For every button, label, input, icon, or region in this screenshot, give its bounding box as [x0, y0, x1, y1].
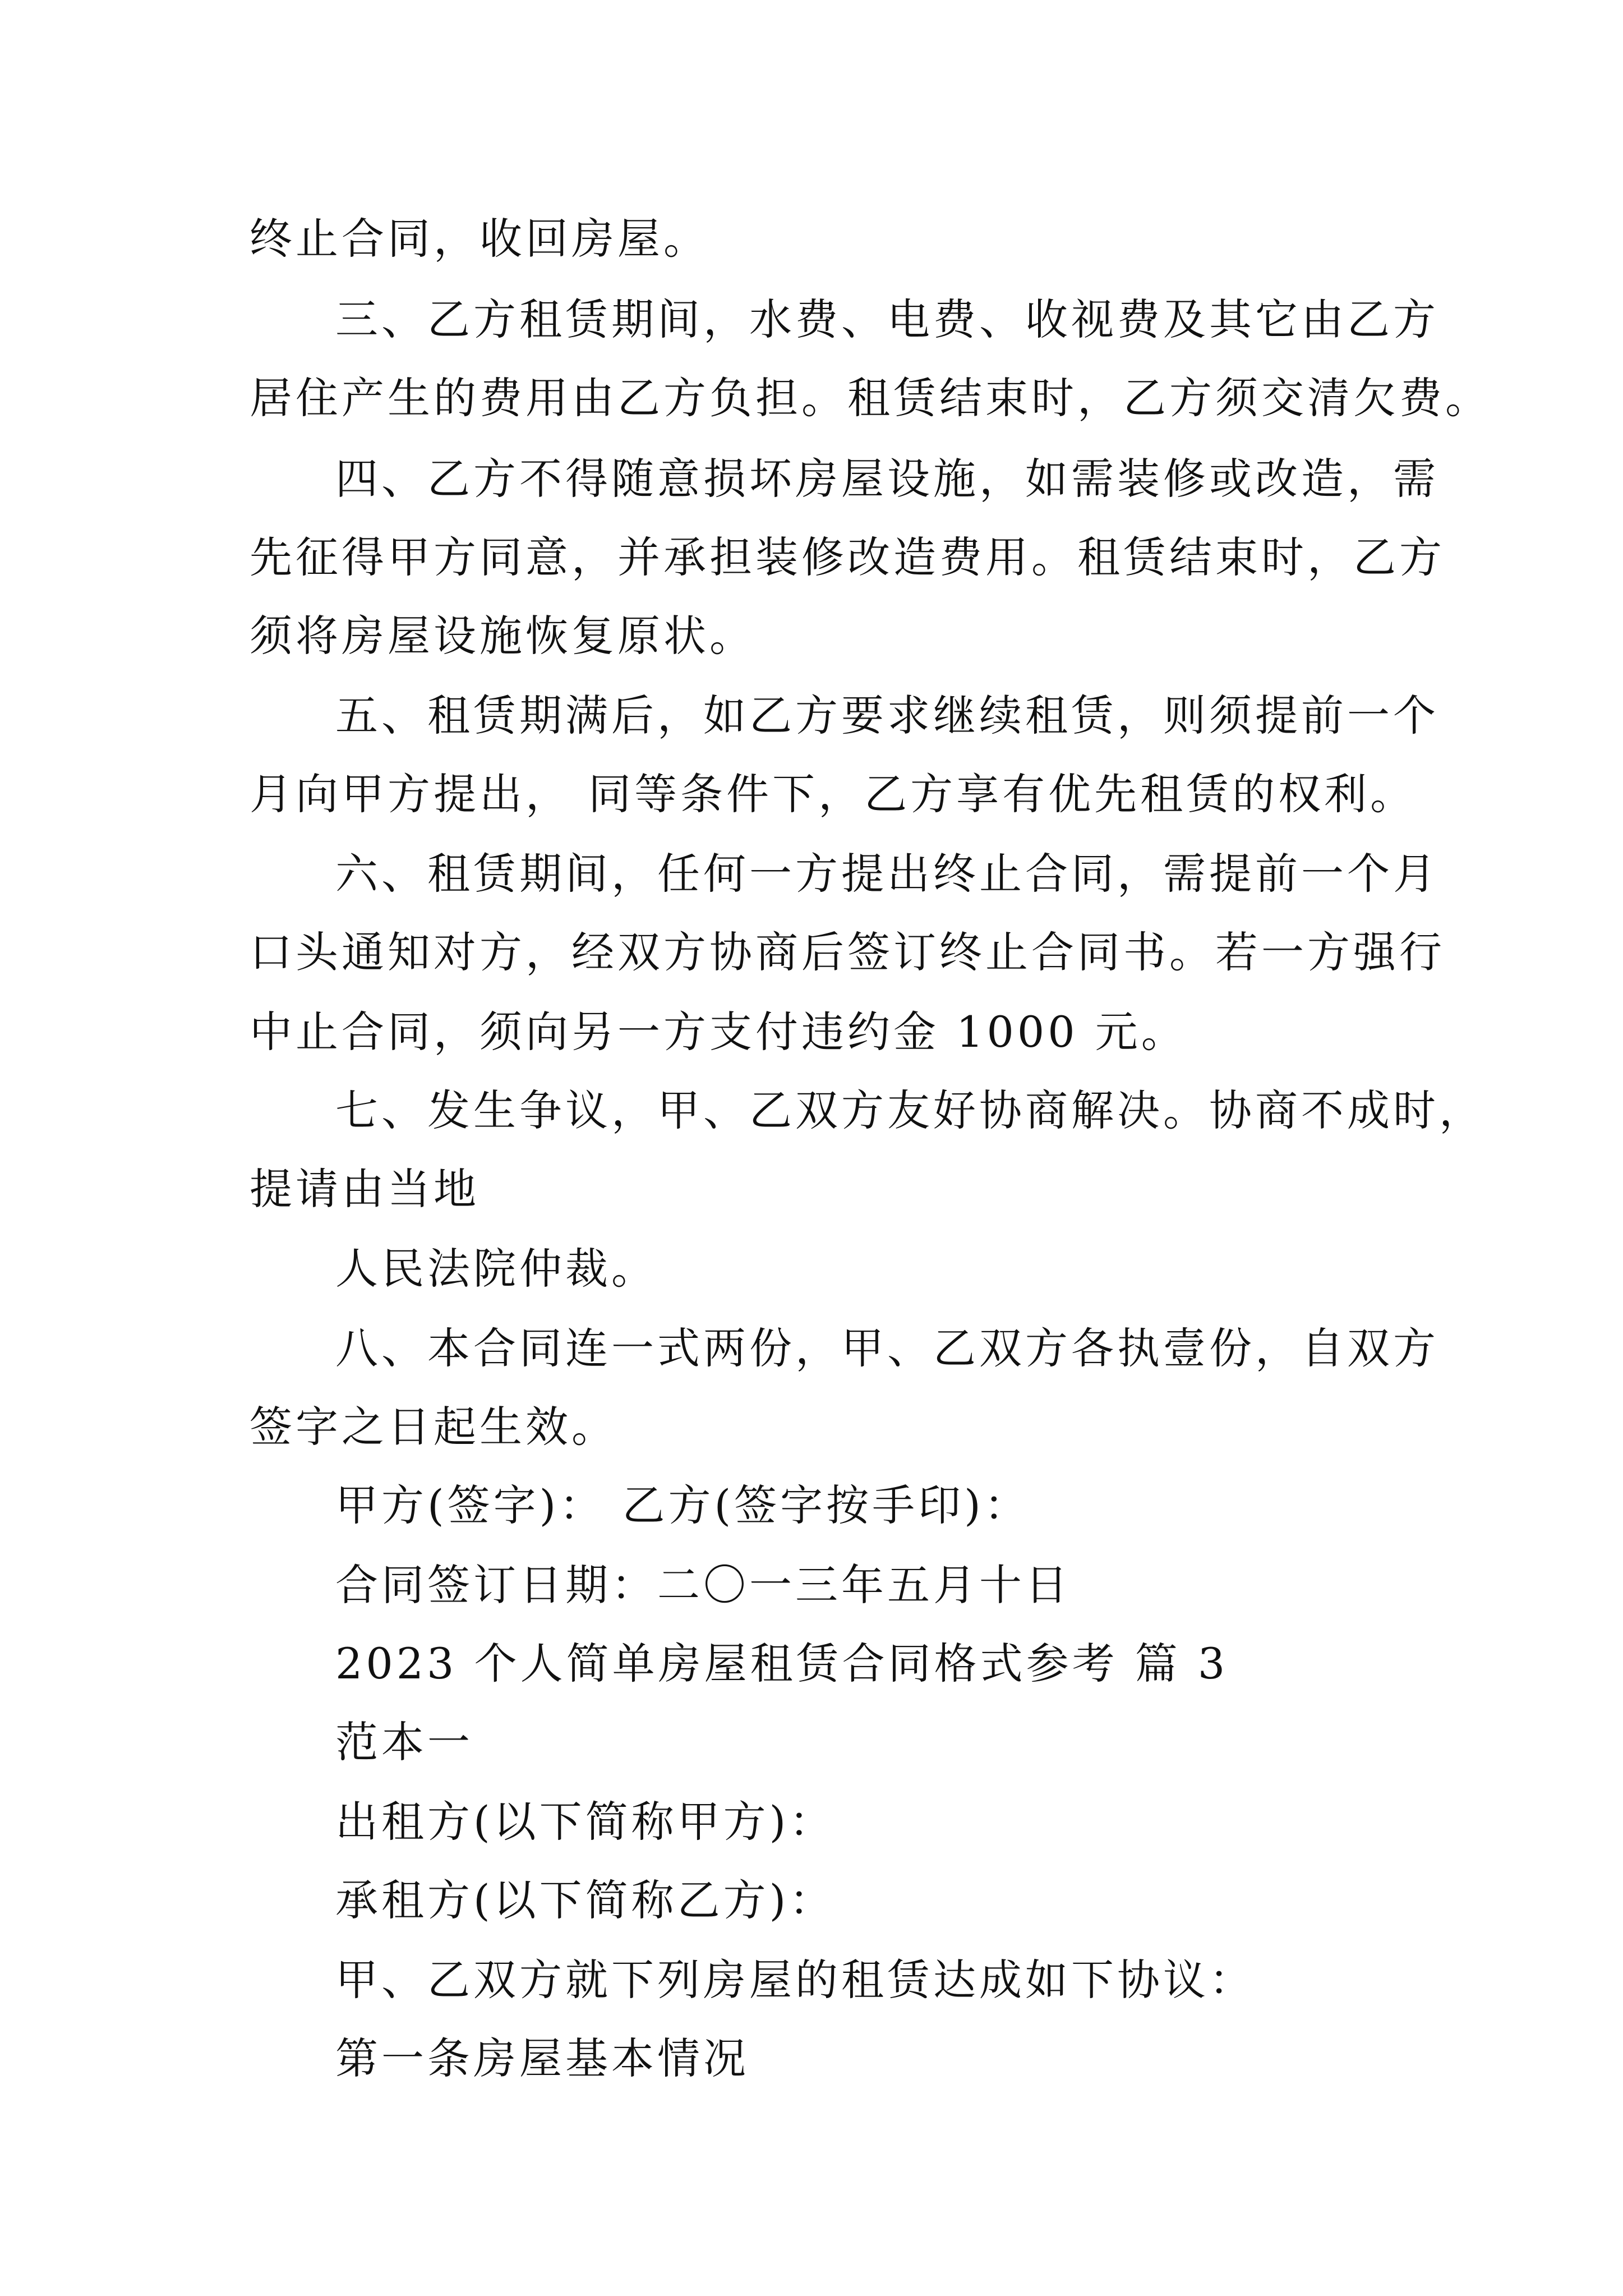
text-line: 人民法院仲裁。 — [335, 1244, 657, 1294]
text-line: 第一条房屋基本情况 — [335, 2033, 749, 2083]
text-line: 提请由当地 — [250, 1164, 479, 1214]
text-line: 承租方(以下简称乙方)： — [335, 1875, 836, 1925]
text-line: 先征得甲方同意，并承担装修改造费用。租赁结束时，乙方 — [250, 532, 1445, 582]
text-line: 七、发生争议，甲、乙双方友好协商解决。协商不成时， — [335, 1085, 1485, 1135]
text-line: 出租方(以下简称甲方)： — [335, 1797, 836, 1847]
signature-line: 甲方(签字)： 乙方(签字按手印)： — [335, 1480, 1030, 1530]
signing-date: 合同签订日期：二〇一三年五月十日 — [335, 1560, 1071, 1610]
text-line: 中止合同，须向另一方支付违约金 1000 元。 — [250, 1007, 1187, 1057]
text-line: 六、租赁期间，任何一方提出终止合同，需提前一个月 — [335, 849, 1439, 899]
text-line: 口头通知对方，经双方协商后签订终止合同书。若一方强行 — [250, 927, 1445, 977]
text-line: 月向甲方提出， 同等条件下，乙方享有优先租赁的权利。 — [250, 769, 1417, 819]
text-line: 四、乙方不得随意损坏房屋设施，如需装修或改造，需 — [335, 454, 1439, 504]
text-line: 居住产生的费用由乙方负担。租赁结束时，乙方须交清欠费。 — [250, 373, 1491, 423]
text-line: 终止合同，收回房屋。 — [250, 214, 709, 264]
text-line: 五、租赁期满后，如乙方要求继续租赁，则须提前一个 — [335, 691, 1439, 740]
text-line: 范本一 — [335, 1717, 473, 1767]
text-line: 八、本合同连一式两份，甲、乙双方各执壹份，自双方 — [335, 1323, 1439, 1373]
text-line: 甲、乙双方就下列房屋的租赁达成如下协议： — [335, 1955, 1255, 2005]
section-heading: 2023 个人简单房屋租赁合同格式参考 篇 3 — [335, 1639, 1229, 1688]
text-line: 三、乙方租赁期间，水费、电费、收视费及其它由乙方 — [335, 295, 1439, 344]
text-line: 须将房屋设施恢复原状。 — [250, 611, 755, 661]
text-line: 签字之日起生效。 — [250, 1402, 617, 1452]
